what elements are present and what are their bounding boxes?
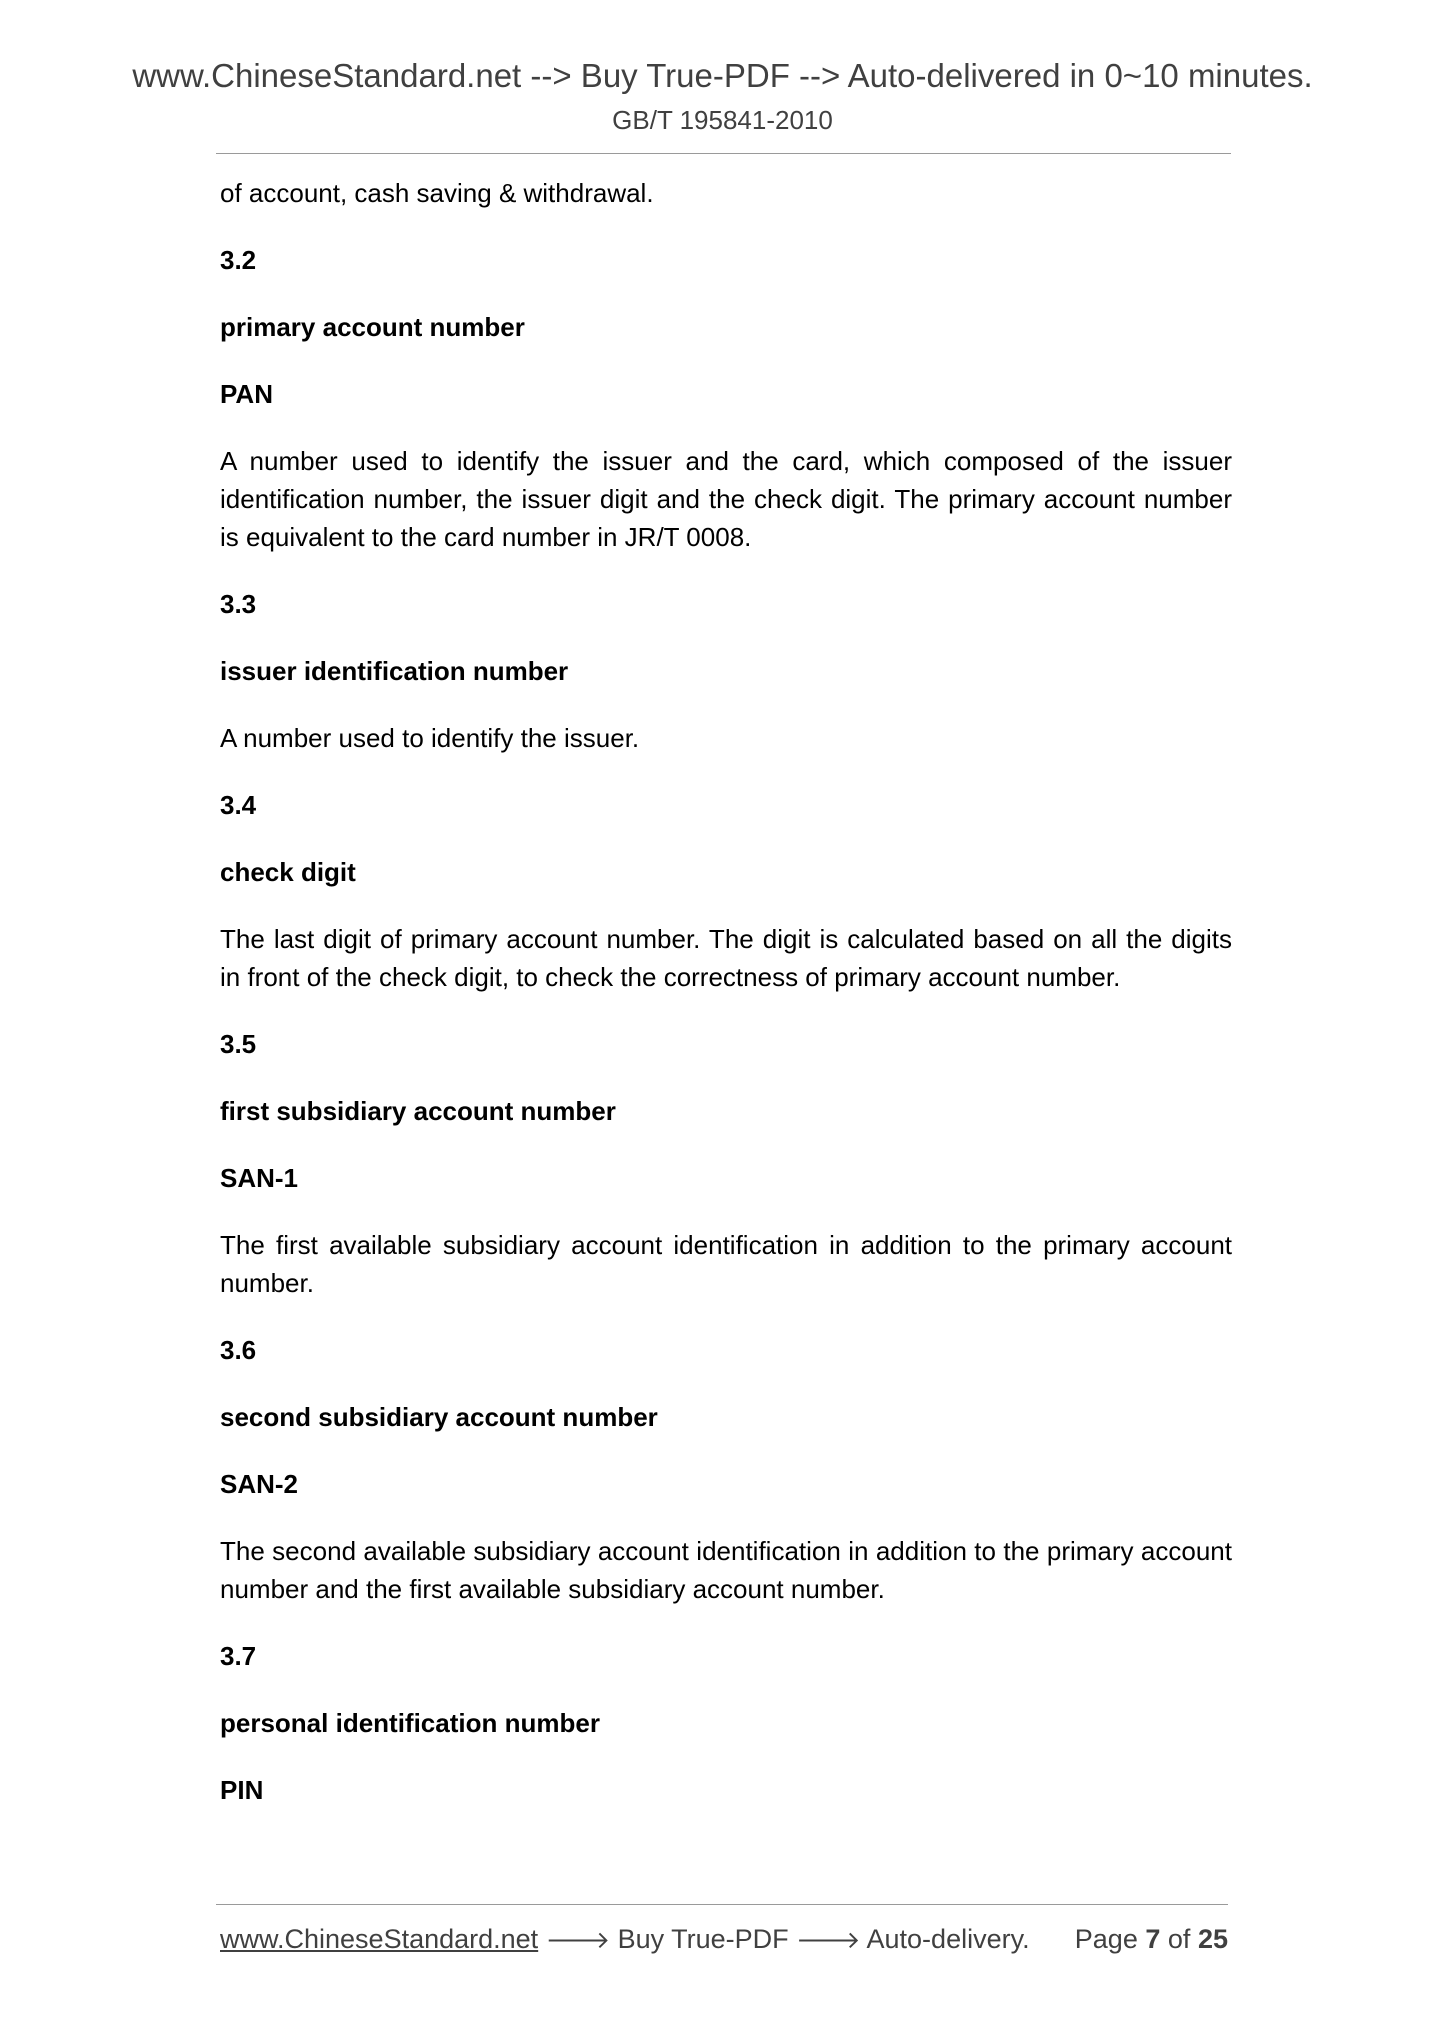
- term-definition: A number used to identify the issuer.: [220, 723, 640, 753]
- page-of: of: [1167, 1924, 1191, 1954]
- header-divider: [216, 153, 1231, 154]
- term-title: first subsidiary account number: [220, 1096, 616, 1126]
- document-body: [220, 174, 1232, 1838]
- term-title: second subsidiary account number: [220, 1402, 658, 1432]
- term-abbreviation: SAN-2: [220, 1469, 299, 1499]
- continuation-text: of account, cash saving & withdrawal.: [220, 178, 654, 208]
- right-arrow-icon: 🡒: [545, 1927, 611, 1954]
- section-number: 3.3: [220, 589, 257, 619]
- section-number: 3.4: [220, 790, 257, 820]
- term-definition: The last digit of primary account number. The digit is calculated based on all the digits in front of the check digit, to check the correctness of primary account number.: [220, 924, 1232, 992]
- section-number: 3.6: [220, 1335, 257, 1365]
- standard-id: GB/T 195841-2010: [612, 105, 833, 135]
- section-number: 3.5: [220, 1029, 257, 1059]
- footer-links: [220, 1922, 1030, 1958]
- term-definition: The second available subsidiary account identification in addition to the primary account number and the first available subsidiary account number.: [220, 1536, 1232, 1604]
- term-title: personal identification number: [220, 1708, 600, 1738]
- header-banner: www.ChineseStandard.net --> Buy True-PDF --> Auto-delivered in 0~10 minutes.: [132, 57, 1313, 94]
- page-word: Page: [1074, 1924, 1138, 1954]
- footer-buy-text: Buy True-PDF: [617, 1924, 789, 1954]
- term-abbreviation: SAN-1: [220, 1163, 299, 1193]
- term-abbreviation: PAN: [220, 379, 273, 409]
- term-title: primary account number: [220, 312, 525, 342]
- page-total: 25: [1197, 1924, 1228, 1954]
- term-title: issuer identification number: [220, 656, 569, 686]
- term-definition: The first available subsidiary account identification in addition to the primary account number.: [220, 1230, 1232, 1298]
- page-current: 7: [1145, 1924, 1161, 1954]
- footer-divider: [216, 1904, 1228, 1905]
- term-definition: A number used to identify the issuer and the card, which composed of the issuer identification number, the issuer digit and the check digit. The primary account number is equivalent to the card number in JR/T 0008.: [220, 446, 1232, 552]
- section-number: 3.7: [220, 1641, 257, 1671]
- page-indicator: [1075, 1922, 1228, 1956]
- term-abbreviation: PIN: [220, 1775, 264, 1805]
- footer-delivery-text: Auto-delivery.: [866, 1924, 1030, 1954]
- term-title: check digit: [220, 857, 356, 887]
- right-arrow-icon: 🡒: [796, 1927, 861, 1954]
- footer-site-link[interactable]: www.ChineseStandard.net: [220, 1924, 539, 1954]
- section-number: 3.2: [220, 245, 257, 275]
